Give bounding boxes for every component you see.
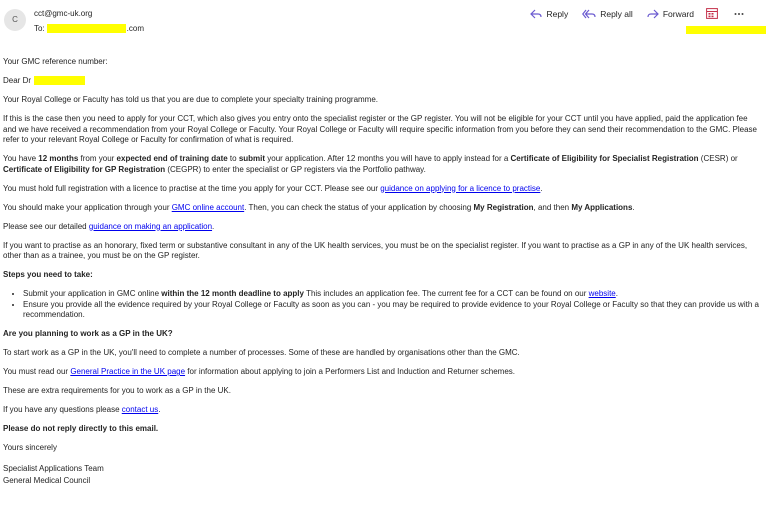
- online-account-paragraph: You should make your application through your GMC online account. Then, you can check the status of your application by choosing My Registration, and then My Applications.: [3, 202, 635, 212]
- email-body: [3, 57, 760, 489]
- steps-heading: Steps you need to take:: [3, 270, 93, 279]
- reply-all-label: Reply all: [600, 8, 633, 19]
- signature: [3, 464, 760, 487]
- bold-12-months: 12 months: [38, 154, 79, 163]
- more-options-icon: [734, 12, 744, 16]
- deadline-paragraph: You have 12 months from your expected end of training date to submit your application. After 12 months you will have to apply instead for a Certificate of Eligibility for Specialist Registration (CESR) or Certificate of Eligibility for GP Registration (CEGPR) to enter the specialist or GP registers via the Portfolio pathway.: [3, 154, 738, 174]
- greeting: [3, 76, 760, 87]
- reply-label: Reply: [546, 8, 569, 19]
- sign-off: Yours sincerely: [3, 443, 57, 452]
- bold-end-of-training: expected end of training date: [116, 154, 228, 163]
- reference-number-line: Your GMC reference number:: [3, 57, 108, 66]
- calendar-grid-icon: [706, 8, 718, 19]
- licence-paragraph: You must hold full registration with a licence to practise at the time you apply for your CCT. Please see our guidance on applying for a licence to practise.: [3, 183, 543, 193]
- message-header: [0, 0, 768, 40]
- intro-paragraph: Your Royal College or Faculty has told us that you are due to complete your specialty training programme.: [3, 95, 379, 104]
- reply-button[interactable]: [530, 9, 568, 19]
- register-paragraph: If you want to practise as an honorary, fixed term or substantive consultant in any of the UK health services, you must be on the specialist register. If you want to practise as a GP in any of the UK health services, other than as a trainee, you must be on the GP register.: [3, 240, 748, 260]
- gp-processes-paragraph: To start work as a GP in the UK, you'll need to complete a number of processes. Some of these are handled by organisations other than the GMC.: [3, 348, 520, 357]
- sender-address[interactable]: cct@gmc-uk.org: [34, 9, 93, 18]
- licence-guidance-link[interactable]: guidance on applying for a licence to practise: [380, 183, 541, 193]
- reply-all-button[interactable]: [582, 9, 633, 19]
- bold-submit: submit: [238, 154, 266, 163]
- reply-all-icon: [582, 9, 596, 19]
- questions-paragraph: If you have any questions please contact us.: [3, 405, 161, 414]
- redacted-recipient: [47, 24, 126, 33]
- redacted-header-info: [686, 26, 766, 34]
- bold-my-applications: My Applications: [571, 202, 633, 212]
- redacted-name: [34, 76, 85, 85]
- gmc-online-account-link[interactable]: GMC online account: [171, 202, 245, 212]
- general-practice-link[interactable]: General Practice in the UK page: [70, 367, 186, 376]
- to-label: To:: [34, 24, 45, 33]
- more-options-button[interactable]: [734, 12, 748, 16]
- recipient-domain: .com: [126, 24, 145, 33]
- list-item: • Ensure you provide all the evidence required by your Royal College or Faculty as soon as you can - you may be required to provide evidence to your Royal College or Faculty so that they can provide us with a recommendation.: [23, 300, 760, 321]
- no-reply-notice: Please do not reply directly to this email.: [3, 424, 159, 433]
- steps-list: [3, 289, 760, 321]
- guidance-paragraph: Please see our detailed guidance on making an application.: [3, 221, 215, 231]
- recipient-line: [34, 24, 144, 33]
- forward-label: Forward: [662, 8, 694, 19]
- gp-heading: Are you planning to work as a GP in the UK?: [3, 329, 173, 338]
- sender-avatar[interactable]: C: [4, 9, 26, 31]
- bold-cegpr: Certificate of Eligibility for GP Registration: [3, 164, 166, 174]
- forward-button[interactable]: [647, 9, 694, 19]
- bold-my-registration: My Registration: [473, 202, 534, 212]
- greeting-text: Dear Dr: [3, 76, 32, 85]
- bold-deadline: within the 12 month deadline to apply: [161, 289, 304, 298]
- signature-team: Specialist Applications Team: [3, 463, 104, 473]
- cct-paragraph: If this is the case then you need to apply for your CCT, which also gives you entry onto the specialist register or the GP register. You will not be eligible for your CCT until you have applied, paid the application fee and we have received a recommendation from your Royal College or Faculty. Your Royal College or Faculty will require specific information from you before they can send their recommendation to the GMC. Please refer to your relevant Royal College or Faculty for confirmation of what is required.: [3, 114, 757, 144]
- website-link[interactable]: website: [588, 289, 616, 298]
- application-guidance-link[interactable]: guidance on making an application: [88, 221, 213, 231]
- message-actions: [516, 8, 748, 19]
- signature-org: General Medical Council: [3, 476, 91, 485]
- reply-icon: [530, 9, 542, 19]
- gp-page-paragraph: You must read our General Practice in the UK page for information about applying to join a Performers List and Induction and Returner schemes.: [3, 367, 516, 376]
- contact-us-link[interactable]: contact us: [121, 405, 159, 414]
- calendar-button[interactable]: [706, 8, 722, 19]
- bold-cesr: Certificate of Eligibility for Specialist Registration: [510, 154, 699, 163]
- gp-requirements-paragraph: These are extra requirements for you to work as a GP in the UK.: [3, 386, 231, 395]
- list-item: • Submit your application in GMC online within the 12 month deadline to apply This includes an application fee. The current fee for a CCT can be found on our website.: [23, 289, 760, 300]
- forward-icon: [647, 9, 659, 19]
